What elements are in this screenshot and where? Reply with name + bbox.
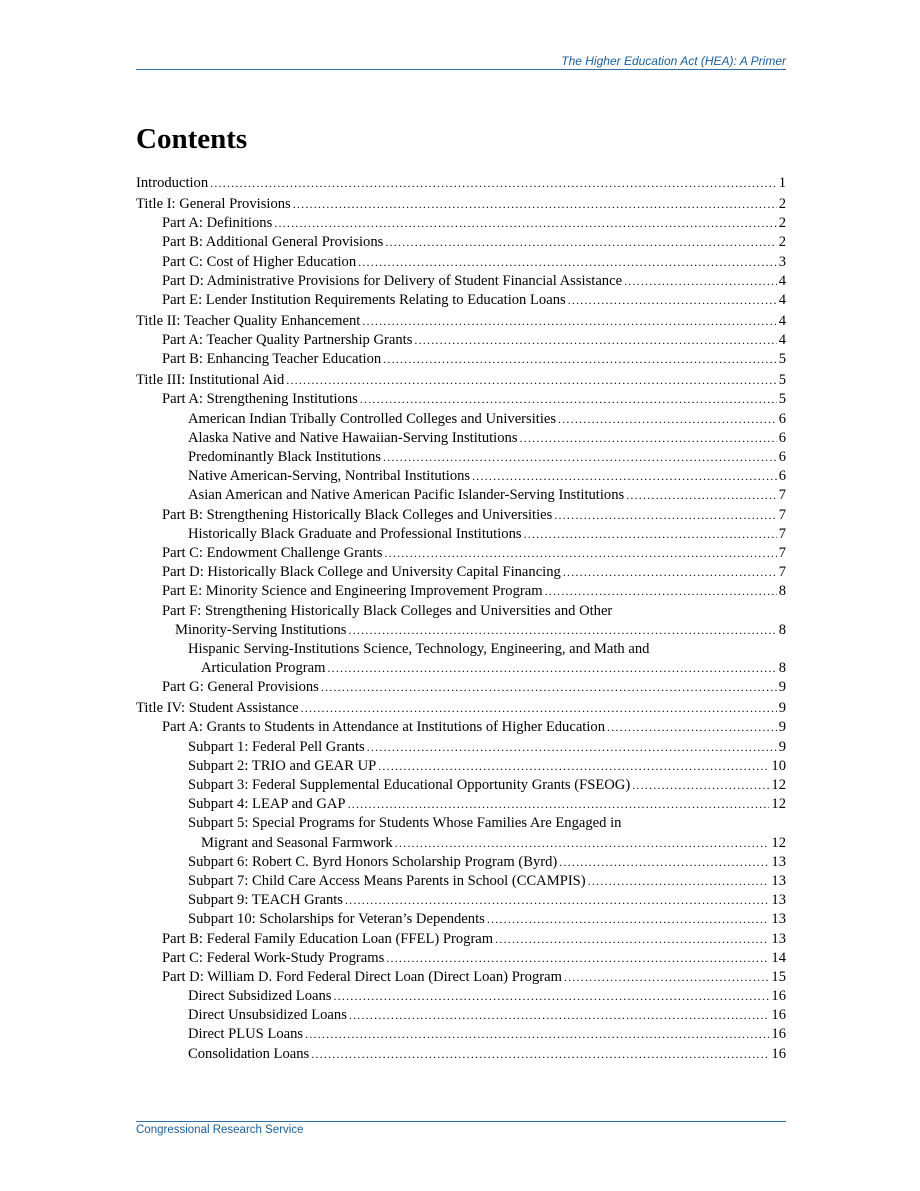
toc-entry-subsection[interactable] bbox=[136, 448, 786, 467]
footer-source: Congressional Research Service bbox=[136, 1124, 304, 1136]
toc-entry-title: Part E: Lender Institution Requirements Relating to Education Loans bbox=[162, 291, 566, 308]
running-header: The Higher Education Act (HEA): A Primer bbox=[561, 54, 786, 68]
toc-leader bbox=[624, 272, 777, 291]
toc-entry-part[interactable] bbox=[136, 563, 786, 582]
toc-entry-part-f[interactable] bbox=[136, 621, 786, 640]
toc-page-number: 16 bbox=[771, 1007, 786, 1024]
toc-entry-title: Migrant and Seasonal Farmwork bbox=[201, 834, 393, 851]
toc-entry-title: Articulation Program bbox=[201, 660, 326, 677]
toc-entry-part[interactable] bbox=[136, 544, 786, 563]
toc-entry-title: Title IV: Student Assistance bbox=[136, 700, 299, 717]
toc-entry-title: Part A: Grants to Students in Attendance at Institutions of Higher Education bbox=[162, 719, 606, 736]
toc-entry-title: Alaska Native and Native Hawaiian-Serving Institutions bbox=[188, 429, 518, 446]
toc-entry-subsection[interactable] bbox=[136, 1045, 786, 1064]
toc-leader bbox=[564, 968, 769, 987]
toc-entry-title: Title II: Teacher Quality Enhancement bbox=[136, 312, 361, 329]
toc-page-number: 10 bbox=[771, 757, 786, 774]
toc-page-number: 9 bbox=[778, 679, 786, 696]
toc-leader bbox=[554, 506, 776, 525]
toc-entry-part-f-line1[interactable]: Part F: Strengthening Historically Black Colleges and Universities and Other bbox=[162, 602, 613, 619]
toc-page-number: 13 bbox=[771, 872, 786, 889]
toc-leader bbox=[385, 544, 777, 563]
toc-page-number: 13 bbox=[771, 930, 786, 947]
toc-entry-title: Part G: General Provisions bbox=[162, 679, 319, 696]
toc-entry-part[interactable] bbox=[136, 506, 786, 525]
toc-entry-part[interactable] bbox=[136, 253, 786, 272]
toc-page-number: 16 bbox=[771, 1026, 786, 1043]
toc-entry-title: Minority-Serving Institutions bbox=[175, 621, 347, 638]
toc-entry-title: Part A: Strengthening Institutions bbox=[162, 391, 358, 408]
toc-entry-part[interactable] bbox=[136, 718, 786, 737]
toc-entry-title: Part D: William D. Ford Federal Direct Loan (Direct Loan) Program bbox=[162, 968, 562, 985]
toc-entry-subsection[interactable] bbox=[136, 891, 786, 910]
toc-entry-title: Part A: Teacher Quality Partnership Grants bbox=[162, 332, 413, 349]
toc-page-number: 8 bbox=[778, 660, 786, 677]
toc-page-number: 13 bbox=[771, 892, 786, 909]
toc-page-number: 4 bbox=[778, 332, 786, 349]
toc-leader bbox=[626, 486, 777, 505]
toc-leader bbox=[360, 390, 777, 409]
toc-page-number: 7 bbox=[778, 487, 786, 504]
table-of-contents bbox=[136, 174, 786, 1064]
toc-entry-subsection[interactable] bbox=[136, 757, 786, 776]
toc-entry-title: Direct Subsidized Loans bbox=[188, 988, 332, 1005]
toc-leader bbox=[607, 718, 777, 737]
toc-entry-title: Historically Black Graduate and Professional Institutions bbox=[188, 525, 522, 542]
toc-leader bbox=[472, 467, 777, 486]
toc-page-number: 6 bbox=[778, 468, 786, 485]
toc-entry-part[interactable] bbox=[136, 968, 786, 987]
toc-page-number: 2 bbox=[778, 215, 786, 232]
toc-entry-subsection[interactable] bbox=[136, 467, 786, 486]
toc-entry-title: Part D: Administrative Provisions for Delivery of Student Financial Assistance bbox=[162, 272, 623, 289]
toc-entry-title: Part C: Endowment Challenge Grants bbox=[162, 544, 383, 561]
toc-entry-title: Subpart 7: Child Care Access Means Parents in School (CCAMPIS) bbox=[188, 872, 586, 889]
toc-page-number: 8 bbox=[778, 583, 786, 600]
toc-leader bbox=[520, 429, 777, 448]
toc-entry-title: Part B: Federal Family Education Loan (FFEL) Program bbox=[162, 930, 494, 947]
toc-leader bbox=[568, 291, 777, 310]
toc-entry-part[interactable] bbox=[136, 678, 786, 697]
toc-page-number: 15 bbox=[771, 968, 786, 985]
toc-page-number: 4 bbox=[778, 272, 786, 289]
toc-leader bbox=[524, 525, 777, 544]
toc-entry-part[interactable] bbox=[136, 582, 786, 601]
toc-entry-title: Subpart 4: LEAP and GAP bbox=[188, 796, 346, 813]
toc-leader bbox=[274, 214, 776, 233]
toc-page-number: 12 bbox=[771, 796, 786, 813]
toc-page-number: 3 bbox=[778, 253, 786, 270]
toc-entry-title: Part C: Federal Work-Study Programs bbox=[162, 949, 385, 966]
toc-leader bbox=[333, 987, 769, 1006]
toc-entry-part[interactable] bbox=[136, 390, 786, 409]
toc-entry-title: Predominantly Black Institutions bbox=[188, 449, 381, 466]
toc-entry-subsection[interactable] bbox=[136, 486, 786, 505]
toc-entry-title: Title III: Institutional Aid bbox=[136, 372, 285, 389]
toc-entry-title: Subpart 2: TRIO and GEAR UP bbox=[188, 757, 377, 774]
toc-entry-title-i[interactable] bbox=[136, 195, 786, 214]
toc-page-number: 13 bbox=[771, 911, 786, 928]
toc-entry-subpart-5[interactable] bbox=[136, 834, 786, 853]
toc-entry-subsection[interactable] bbox=[136, 525, 786, 544]
toc-entry-subsection[interactable] bbox=[136, 795, 786, 814]
toc-entry-title: Part B: Strengthening Historically Black Colleges and Universities bbox=[162, 506, 553, 523]
toc-entry-title: Part B: Additional General Provisions bbox=[162, 234, 384, 251]
toc-page-number: 12 bbox=[771, 834, 786, 851]
toc-page-number: 14 bbox=[771, 949, 786, 966]
toc-page-number: 8 bbox=[778, 621, 786, 638]
toc-page-number: 7 bbox=[778, 525, 786, 542]
toc-entry-part[interactable] bbox=[136, 350, 786, 369]
toc-page-number: 7 bbox=[778, 544, 786, 561]
toc-page-number: 6 bbox=[778, 429, 786, 446]
toc-entry-subsection[interactable] bbox=[136, 1006, 786, 1025]
toc-leader bbox=[558, 410, 777, 429]
toc-leader bbox=[349, 1006, 770, 1025]
toc-page-number: 13 bbox=[771, 853, 786, 870]
toc-page-number: 1 bbox=[778, 175, 786, 191]
toc-page-number: 7 bbox=[778, 506, 786, 523]
toc-entry-title: American Indian Tribally Controlled Colleges and Universities bbox=[188, 410, 557, 427]
toc-entry-hsi-stem-line1[interactable]: Hispanic Serving-Institutions Science, Technology, Engineering, and Math and bbox=[188, 640, 650, 657]
toc-entry-title: Title I: General Provisions bbox=[136, 195, 291, 212]
toc-leader bbox=[301, 699, 777, 718]
toc-page-number: 4 bbox=[778, 291, 786, 308]
toc-leader bbox=[358, 253, 777, 272]
toc-entry-hsi-stem[interactable] bbox=[136, 659, 786, 678]
toc-entry-title-iii[interactable] bbox=[136, 371, 786, 390]
toc-entry-title: Part C: Cost of Higher Education bbox=[162, 253, 357, 270]
toc-entry-part[interactable] bbox=[136, 949, 786, 968]
toc-leader bbox=[210, 174, 777, 193]
toc-entry-introduction[interactable] bbox=[136, 174, 786, 193]
toc-leader bbox=[383, 448, 777, 467]
toc-leader bbox=[348, 795, 770, 814]
toc-leader bbox=[305, 1025, 769, 1044]
toc-page-number: 5 bbox=[778, 351, 786, 368]
toc-page-number: 6 bbox=[778, 449, 786, 466]
toc-entry-part[interactable] bbox=[136, 272, 786, 291]
toc-entry-title: Asian American and Native American Pacific Islander-Serving Institutions bbox=[188, 487, 625, 504]
toc-entry-part[interactable] bbox=[136, 214, 786, 233]
toc-leader bbox=[395, 834, 770, 853]
toc-leader bbox=[386, 949, 769, 968]
toc-leader bbox=[367, 738, 777, 757]
toc-entry-title: Subpart 1: Federal Pell Grants bbox=[188, 738, 365, 755]
toc-entry-subsection[interactable] bbox=[136, 872, 786, 891]
toc-entry-title-iv[interactable] bbox=[136, 699, 786, 718]
toc-leader bbox=[311, 1045, 769, 1064]
toc-entry-title: Native American-Serving, Nontribal Institutions bbox=[188, 468, 471, 485]
toc-leader bbox=[487, 910, 770, 929]
toc-entry-title: Subpart 9: TEACH Grants bbox=[188, 892, 343, 909]
toc-page-number: 5 bbox=[778, 391, 786, 408]
toc-page-number: 9 bbox=[778, 738, 786, 755]
toc-entry-title: Part D: Historically Black College and University Capital Financing bbox=[162, 564, 561, 581]
toc-leader bbox=[588, 872, 770, 891]
toc-entry-title: Subpart 3: Federal Supplemental Educational Opportunity Grants (FSEOG) bbox=[188, 777, 631, 793]
toc-entry-title: Part E: Minority Science and Engineering Improvement Program bbox=[162, 583, 543, 600]
toc-leader bbox=[362, 312, 776, 331]
toc-entry-part[interactable] bbox=[136, 233, 786, 252]
toc-leader bbox=[545, 582, 777, 601]
toc-leader bbox=[563, 563, 777, 582]
toc-entry-subsection[interactable] bbox=[136, 776, 786, 795]
toc-page-number: 9 bbox=[778, 700, 786, 717]
toc-entry-subsection[interactable] bbox=[136, 429, 786, 448]
toc-leader bbox=[385, 233, 776, 252]
toc-entry-subsection[interactable] bbox=[136, 738, 786, 757]
toc-entry-subsection[interactable] bbox=[136, 1025, 786, 1044]
toc-leader bbox=[345, 891, 769, 910]
toc-entry-subsection[interactable] bbox=[136, 853, 786, 872]
toc-leader bbox=[286, 371, 776, 390]
toc-leader bbox=[378, 757, 769, 776]
toc-page-number: 12 bbox=[771, 777, 786, 793]
toc-page-number: 5 bbox=[778, 372, 786, 389]
toc-entry-title: Consolidation Loans bbox=[188, 1045, 310, 1062]
header-rule bbox=[136, 69, 786, 70]
toc-page-number: 9 bbox=[778, 719, 786, 736]
toc-leader bbox=[321, 678, 777, 697]
toc-page-number: 16 bbox=[771, 988, 786, 1005]
toc-leader bbox=[327, 659, 776, 678]
toc-entry-title-ii[interactable] bbox=[136, 312, 786, 331]
toc-leader bbox=[293, 195, 777, 214]
toc-page-number: 4 bbox=[778, 312, 786, 329]
toc-entry-subsection[interactable] bbox=[136, 410, 786, 429]
toc-entry-subpart-5-line1[interactable]: Subpart 5: Special Programs for Students Whose Families Are Engaged in bbox=[188, 815, 622, 832]
toc-entry-subsection[interactable] bbox=[136, 987, 786, 1006]
toc-page-number: 6 bbox=[778, 410, 786, 427]
toc-page-number: 2 bbox=[778, 195, 786, 212]
toc-entry-part[interactable] bbox=[136, 930, 786, 949]
toc-entry-part[interactable] bbox=[136, 331, 786, 350]
toc-entry-title: Subpart 6: Robert C. Byrd Honors Scholarship Program (Byrd) bbox=[188, 853, 558, 870]
toc-entry-title: Direct Unsubsidized Loans bbox=[188, 1007, 347, 1024]
toc-entry-title: Introduction bbox=[136, 175, 209, 191]
toc-leader bbox=[414, 331, 776, 350]
toc-leader bbox=[348, 621, 776, 640]
toc-entry-title: Part A: Definitions bbox=[162, 215, 273, 232]
toc-entry-title: Direct PLUS Loans bbox=[188, 1026, 304, 1043]
toc-entry-title: Part B: Enhancing Teacher Education bbox=[162, 351, 382, 368]
toc-leader bbox=[383, 350, 777, 369]
toc-leader bbox=[495, 930, 769, 949]
toc-page-number: 16 bbox=[771, 1045, 786, 1062]
toc-leader bbox=[559, 853, 769, 872]
toc-entry-part[interactable] bbox=[136, 291, 786, 310]
toc-entry-title: Subpart 10: Scholarships for Veteran’s Dependents bbox=[188, 911, 485, 928]
toc-page-number: 7 bbox=[778, 564, 786, 581]
toc-entry-subsection[interactable] bbox=[136, 910, 786, 929]
page-title: Contents bbox=[136, 123, 248, 155]
footer-rule bbox=[136, 1121, 786, 1122]
toc-leader bbox=[632, 776, 769, 795]
toc-page-number: 2 bbox=[778, 234, 786, 251]
